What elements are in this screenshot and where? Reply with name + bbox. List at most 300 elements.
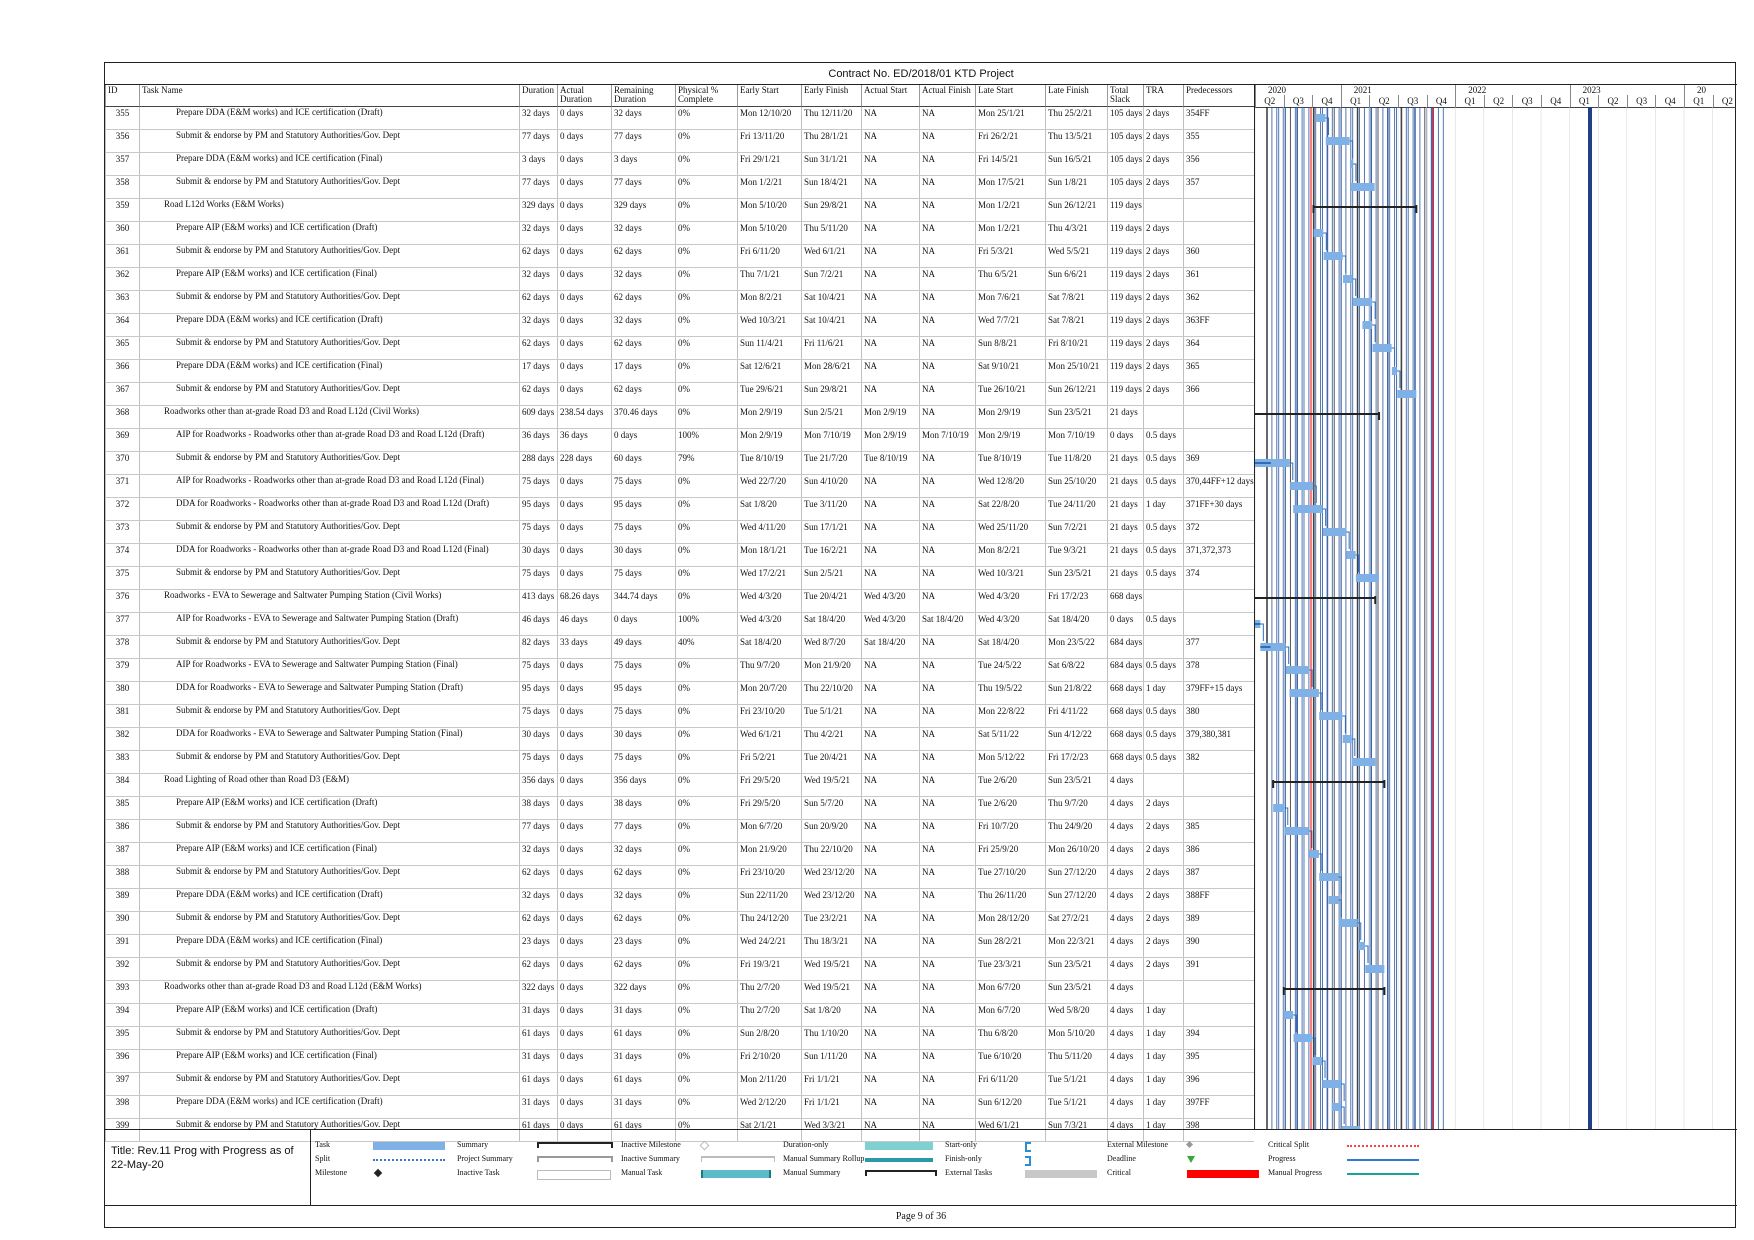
- timescale-quarter: Q4: [1312, 95, 1341, 107]
- column-header-duration: Duration: [519, 85, 557, 107]
- cell-early-finish: Sat 10/4/21: [801, 291, 861, 313]
- task-row[interactable]: [105, 728, 1254, 751]
- task-row[interactable]: [105, 337, 1254, 360]
- cell-total-slack: 21 days: [1107, 544, 1143, 566]
- cell-early-start: Tue 29/6/21: [737, 383, 801, 405]
- cell-late-finish: Sun 7/2/21: [1045, 521, 1107, 543]
- task-row[interactable]: [105, 498, 1254, 521]
- timescale-quarter: Q2: [1369, 95, 1398, 107]
- column-header-early-finish: Early Finish: [801, 85, 861, 107]
- cell-actual-finish: NA: [919, 176, 975, 198]
- task-bar: [1289, 689, 1318, 697]
- cell-late-finish: Wed 5/5/21: [1045, 245, 1107, 267]
- cell-actual-finish: Mon 7/10/19: [919, 429, 975, 451]
- cell-tra: 1 day: [1143, 1004, 1183, 1026]
- task-row[interactable]: [105, 222, 1254, 245]
- cell-early-finish: Mon 28/6/21: [801, 360, 861, 382]
- task-bar: [1397, 390, 1416, 398]
- cell-late-start: Fri 10/7/20: [975, 820, 1045, 842]
- cell-early-finish: Sun 18/4/21: [801, 176, 861, 198]
- cell-physical-complete: 0%: [675, 1096, 737, 1118]
- cell-task-name: Prepare AIP (E&M works) and ICE certification (Final): [139, 843, 519, 865]
- cell-actual-duration: 0 days: [557, 337, 611, 359]
- cell-duration: 32 days: [519, 222, 557, 244]
- cell-actual-start: Wed 4/3/20: [861, 590, 919, 612]
- cell-actual-start: NA: [861, 544, 919, 566]
- cell-tra: 0.5 days: [1143, 521, 1183, 543]
- cell-early-finish: Sun 29/8/21: [801, 383, 861, 405]
- task-bar: [1372, 344, 1391, 352]
- cell-remaining-duration: 356 days: [611, 774, 675, 796]
- task-row[interactable]: [105, 1050, 1254, 1073]
- cell-late-start: Thu 6/5/21: [975, 268, 1045, 290]
- task-row[interactable]: [105, 314, 1254, 337]
- cell-late-start: Mon 6/7/20: [975, 1004, 1045, 1026]
- task-row[interactable]: [105, 820, 1254, 843]
- task-row[interactable]: [105, 1073, 1254, 1096]
- cell-actual-duration: 228 days: [557, 452, 611, 474]
- cell-task-name: Prepare AIP (E&M works) and ICE certification (Final): [139, 1050, 519, 1072]
- cell-remaining-duration: 31 days: [611, 1004, 675, 1026]
- timescale-quarter: Q3: [1398, 95, 1427, 107]
- cell-task-name: Prepare DDA (E&M works) and ICE certification (Final): [139, 153, 519, 175]
- cell-late-finish: Tue 5/1/21: [1045, 1096, 1107, 1118]
- cell-late-start: Thu 19/5/22: [975, 682, 1045, 704]
- cell-duration: 32 days: [519, 268, 557, 290]
- task-row[interactable]: [105, 406, 1254, 429]
- task-row[interactable]: [105, 659, 1254, 682]
- cell-predecessors: 398: [1183, 1119, 1254, 1141]
- cell-late-finish: Thu 9/7/20: [1045, 797, 1107, 819]
- cell-actual-start: NA: [861, 1050, 919, 1072]
- task-row[interactable]: [105, 613, 1254, 636]
- task-table: [105, 85, 1254, 1129]
- legend-label: Manual Summary Rollup: [783, 1154, 865, 1163]
- cell-actual-finish: NA: [919, 268, 975, 290]
- cell-duration: 288 days: [519, 452, 557, 474]
- task-row[interactable]: [105, 544, 1254, 567]
- cell-duration: 31 days: [519, 1096, 557, 1118]
- cell-late-finish: Thu 24/9/20: [1045, 820, 1107, 842]
- cell-actual-duration: 0 days: [557, 268, 611, 290]
- task-row[interactable]: [105, 797, 1254, 820]
- cell-duration: 61 days: [519, 1073, 557, 1095]
- task-bar: [1353, 298, 1372, 306]
- cell-duration: 77 days: [519, 176, 557, 198]
- task-row[interactable]: [105, 889, 1254, 912]
- cell-tra: 0.5 days: [1143, 475, 1183, 497]
- cell-early-start: Mon 21/9/20: [737, 843, 801, 865]
- task-row[interactable]: [105, 1004, 1254, 1027]
- cell-actual-duration: 0 days: [557, 935, 611, 957]
- cell-remaining-duration: 62 days: [611, 866, 675, 888]
- cell-early-finish: Sun 2/5/21: [801, 567, 861, 589]
- legend-symbol-insummary: [701, 1156, 775, 1162]
- cell-task-name: Roadworks other than at-grade Road D3 and Road L12d (Civil Works): [139, 406, 519, 428]
- legend-label: Task: [315, 1140, 330, 1149]
- cell-duration: 17 days: [519, 360, 557, 382]
- cell-actual-finish: NA: [919, 935, 975, 957]
- link-arrow: [1372, 302, 1375, 319]
- cell-physical-complete: 0%: [675, 912, 737, 934]
- progress-bar: [1260, 646, 1270, 648]
- cell-duration: 38 days: [519, 797, 557, 819]
- column-header-task-name: Task Name: [139, 85, 519, 107]
- cell-id: 394: [105, 1004, 139, 1026]
- cell-predecessors: [1183, 774, 1254, 796]
- cell-task-name: Submit & endorse by PM and Statutory Authorities/Gov. Dept: [139, 452, 519, 474]
- legend-symbol-inactive: [537, 1170, 611, 1180]
- cell-id: 374: [105, 544, 139, 566]
- cell-early-finish: Thu 4/2/21: [801, 728, 861, 750]
- cell-physical-complete: 0%: [675, 1027, 737, 1049]
- cell-total-slack: 668 days: [1107, 590, 1143, 612]
- cell-early-start: Fri 5/2/21: [737, 751, 801, 773]
- task-bar: [1273, 804, 1285, 812]
- link-arrow: [1353, 279, 1356, 296]
- cell-predecessors: 390: [1183, 935, 1254, 957]
- cell-predecessors: 366: [1183, 383, 1254, 405]
- cell-late-finish: Fri 17/2/23: [1045, 590, 1107, 612]
- task-row[interactable]: [105, 843, 1254, 866]
- cell-total-slack: 21 days: [1107, 521, 1143, 543]
- cell-task-name: Roadworks other than at-grade Road D3 and Road L12d (E&M Works): [139, 981, 519, 1003]
- cell-total-slack: 4 days: [1107, 866, 1143, 888]
- task-row[interactable]: [105, 360, 1254, 383]
- task-row[interactable]: [105, 774, 1254, 797]
- cell-late-finish: Fri 8/10/21: [1045, 337, 1107, 359]
- cell-remaining-duration: 322 days: [611, 981, 675, 1003]
- cell-actual-finish: NA: [919, 843, 975, 865]
- cell-tra: [1143, 590, 1183, 612]
- cell-predecessors: [1183, 199, 1254, 221]
- task-row[interactable]: [105, 475, 1254, 498]
- cell-predecessors: [1183, 406, 1254, 428]
- task-row[interactable]: [105, 682, 1254, 705]
- legend-symbol-projsummary: [537, 1156, 613, 1162]
- cell-actual-duration: 0 days: [557, 1050, 611, 1072]
- cell-remaining-duration: 62 days: [611, 383, 675, 405]
- task-row[interactable]: [105, 199, 1254, 222]
- cell-late-start: Mon 2/9/19: [975, 429, 1045, 451]
- cell-id: 373: [105, 521, 139, 543]
- task-row[interactable]: [105, 636, 1254, 659]
- cell-tra: 0.5 days: [1143, 567, 1183, 589]
- cell-late-start: Mon 7/6/21: [975, 291, 1045, 313]
- legend-label: Duration-only: [783, 1140, 829, 1149]
- cell-id: 380: [105, 682, 139, 704]
- cell-predecessors: 371FF+30 days: [1183, 498, 1254, 520]
- task-bar: [1293, 505, 1322, 513]
- cell-late-start: Mon 8/2/21: [975, 544, 1045, 566]
- task-row[interactable]: [105, 130, 1254, 153]
- cell-tra: 2 days: [1143, 889, 1183, 911]
- cell-late-finish: Mon 5/10/20: [1045, 1027, 1107, 1049]
- cell-late-finish: Thu 5/11/20: [1045, 1050, 1107, 1072]
- cell-total-slack: 4 days: [1107, 797, 1143, 819]
- cell-task-name: Submit & endorse by PM and Statutory Authorities/Gov. Dept: [139, 820, 519, 842]
- cell-tra: 0.5 days: [1143, 544, 1183, 566]
- link-arrow: [1323, 509, 1326, 526]
- cell-actual-start: NA: [861, 176, 919, 198]
- cell-actual-start: NA: [861, 981, 919, 1003]
- cell-late-start: Tue 6/10/20: [975, 1050, 1045, 1072]
- cell-actual-finish: NA: [919, 636, 975, 658]
- cell-actual-duration: 238.54 days: [557, 406, 611, 428]
- cell-remaining-duration: 0 days: [611, 613, 675, 635]
- cell-actual-finish: NA: [919, 774, 975, 796]
- cell-late-start: Fri 5/3/21: [975, 245, 1045, 267]
- cell-early-start: Wed 4/11/20: [737, 521, 801, 543]
- task-row[interactable]: [105, 1096, 1254, 1119]
- cell-physical-complete: 0%: [675, 153, 737, 175]
- cell-early-start: Mon 12/10/20: [737, 107, 801, 129]
- cell-early-start: Wed 2/12/20: [737, 1096, 801, 1118]
- column-header-tra: TRA: [1143, 85, 1183, 107]
- cell-actual-finish: NA: [919, 475, 975, 497]
- cell-remaining-duration: 75 days: [611, 659, 675, 681]
- legend-symbol-manualprogress: [1347, 1173, 1419, 1175]
- cell-early-finish: Wed 3/3/21: [801, 1119, 861, 1141]
- cell-physical-complete: 40%: [675, 636, 737, 658]
- cell-early-start: Mon 6/7/20: [737, 820, 801, 842]
- cell-late-finish: Sat 6/8/22: [1045, 659, 1107, 681]
- task-row[interactable]: [105, 176, 1254, 199]
- cell-actual-duration: 0 days: [557, 866, 611, 888]
- cell-actual-duration: 0 days: [557, 981, 611, 1003]
- cell-id: 359: [105, 199, 139, 221]
- task-row[interactable]: [105, 705, 1254, 728]
- cell-actual-start: NA: [861, 912, 919, 934]
- cell-late-start: Mon 28/12/20: [975, 912, 1045, 934]
- task-row[interactable]: [105, 866, 1254, 889]
- cell-task-name: Submit & endorse by PM and Statutory Authorities/Gov. Dept: [139, 958, 519, 980]
- cell-early-start: Tue 8/10/19: [737, 452, 801, 474]
- cell-predecessors: 360: [1183, 245, 1254, 267]
- cell-id: 385: [105, 797, 139, 819]
- cell-late-finish: Mon 7/10/19: [1045, 429, 1107, 451]
- cell-actual-start: NA: [861, 268, 919, 290]
- cell-actual-duration: 0 days: [557, 682, 611, 704]
- task-row[interactable]: [105, 291, 1254, 314]
- timescale-quarter: Q3: [1284, 95, 1313, 107]
- legend-symbol-critsplit: [1347, 1145, 1419, 1147]
- timescale-quarter: Q3: [1627, 95, 1656, 107]
- cell-actual-start: NA: [861, 1119, 919, 1141]
- cell-actual-duration: 0 days: [557, 360, 611, 382]
- task-row[interactable]: [105, 245, 1254, 268]
- task-row[interactable]: [105, 751, 1254, 774]
- cell-task-name: AIP for Roadworks - EVA to Sewerage and Saltwater Pumping Station (Draft): [139, 613, 519, 635]
- cell-late-finish: Tue 9/3/21: [1045, 544, 1107, 566]
- cell-actual-duration: 0 days: [557, 958, 611, 980]
- cell-early-start: Mon 20/7/20: [737, 682, 801, 704]
- cell-late-finish: Sun 27/12/20: [1045, 889, 1107, 911]
- cell-late-start: Sat 22/8/20: [975, 498, 1045, 520]
- cell-remaining-duration: 23 days: [611, 935, 675, 957]
- column-header-physical-complete: Physical % Complete: [675, 85, 737, 107]
- cell-duration: 75 days: [519, 751, 557, 773]
- cell-tra: 2 days: [1143, 843, 1183, 865]
- task-row[interactable]: [105, 268, 1254, 291]
- cell-total-slack: 4 days: [1107, 1027, 1143, 1049]
- cell-remaining-duration: 370.46 days: [611, 406, 675, 428]
- cell-remaining-duration: 75 days: [611, 567, 675, 589]
- cell-late-finish: Tue 5/1/21: [1045, 1073, 1107, 1095]
- cell-task-name: Submit & endorse by PM and Statutory Authorities/Gov. Dept: [139, 1027, 519, 1049]
- timescale-year: 20: [1684, 85, 1736, 95]
- cell-late-finish: Sun 7/3/21: [1045, 1119, 1107, 1141]
- cell-task-name: Submit & endorse by PM and Statutory Authorities/Gov. Dept: [139, 567, 519, 589]
- cell-id: 364: [105, 314, 139, 336]
- cell-total-slack: 668 days: [1107, 682, 1143, 704]
- task-row[interactable]: [105, 567, 1254, 590]
- cell-id: 381: [105, 705, 139, 727]
- task-row[interactable]: [105, 153, 1254, 176]
- task-bar: [1356, 574, 1379, 582]
- task-row[interactable]: [105, 912, 1254, 935]
- cell-late-start: Mon 17/5/21: [975, 176, 1045, 198]
- progress-bar: [1255, 623, 1260, 625]
- task-row[interactable]: [105, 935, 1254, 958]
- cell-total-slack: 4 days: [1107, 981, 1143, 1003]
- task-row[interactable]: [105, 452, 1254, 475]
- cell-duration: 23 days: [519, 935, 557, 957]
- cell-task-name: Submit & endorse by PM and Statutory Authorities/Gov. Dept: [139, 866, 519, 888]
- cell-early-finish: Thu 22/10/20: [801, 843, 861, 865]
- cell-late-start: Mon 5/12/22: [975, 751, 1045, 773]
- cell-id: 370: [105, 452, 139, 474]
- gantt-bars: [1255, 107, 1736, 1129]
- cell-id: 392: [105, 958, 139, 980]
- cell-physical-complete: 0%: [675, 107, 737, 129]
- cell-late-finish: Sun 21/8/22: [1045, 682, 1107, 704]
- task-row[interactable]: [105, 590, 1254, 613]
- cell-tra: 2 days: [1143, 268, 1183, 290]
- task-row[interactable]: [105, 958, 1254, 981]
- cell-total-slack: 105 days: [1107, 107, 1143, 129]
- cell-physical-complete: 0%: [675, 176, 737, 198]
- cell-late-start: Fri 6/11/20: [975, 1073, 1045, 1095]
- cell-early-finish: Sat 18/4/20: [801, 613, 861, 635]
- cell-duration: 32 days: [519, 843, 557, 865]
- cell-actual-finish: NA: [919, 797, 975, 819]
- cell-total-slack: 4 days: [1107, 843, 1143, 865]
- cell-early-start: Thu 7/1/21: [737, 268, 801, 290]
- cell-actual-duration: 0 days: [557, 291, 611, 313]
- link-arrow: [1342, 716, 1345, 733]
- cell-late-finish: Sun 26/12/21: [1045, 199, 1107, 221]
- legend-label: External Milestone: [1107, 1140, 1169, 1149]
- cell-id: 355: [105, 107, 139, 129]
- cell-duration: 30 days: [519, 728, 557, 750]
- task-bar: [1286, 666, 1309, 674]
- legend-title: Title: Rev.11 Prog with Progress as of 22-May-20: [105, 1130, 311, 1205]
- cell-actual-finish: NA: [919, 498, 975, 520]
- cell-actual-finish: NA: [919, 728, 975, 750]
- cell-actual-duration: 0 days: [557, 199, 611, 221]
- cell-actual-duration: 0 days: [557, 820, 611, 842]
- cell-total-slack: 119 days: [1107, 383, 1143, 405]
- cell-total-slack: 668 days: [1107, 728, 1143, 750]
- cell-id: 358: [105, 176, 139, 198]
- cell-actual-duration: 0 days: [557, 705, 611, 727]
- cell-total-slack: 4 days: [1107, 958, 1143, 980]
- cell-actual-start: NA: [861, 774, 919, 796]
- cell-duration: 609 days: [519, 406, 557, 428]
- cell-early-start: Wed 4/3/20: [737, 590, 801, 612]
- timescale-quarter: Q1: [1570, 95, 1599, 107]
- cell-actual-duration: 0 days: [557, 176, 611, 198]
- cell-late-start: Wed 4/3/20: [975, 613, 1045, 635]
- link-arrow: [1260, 624, 1263, 641]
- task-row[interactable]: [105, 521, 1254, 544]
- cell-predecessors: [1183, 797, 1254, 819]
- cell-physical-complete: 0%: [675, 590, 737, 612]
- cell-tra: 2 days: [1143, 107, 1183, 129]
- cell-actual-finish: NA: [919, 820, 975, 842]
- timescale-quarter: Q4: [1427, 95, 1456, 107]
- task-row[interactable]: [105, 383, 1254, 406]
- cell-physical-complete: 0%: [675, 245, 737, 267]
- cell-actual-finish: NA: [919, 245, 975, 267]
- legend-label: Inactive Milestone: [621, 1140, 681, 1149]
- cell-early-start: Mon 5/10/20: [737, 199, 801, 221]
- column-header-id: ID: [105, 85, 139, 107]
- cell-remaining-duration: 61 days: [611, 1027, 675, 1049]
- cell-task-name: Submit & endorse by PM and Statutory Authorities/Gov. Dept: [139, 245, 519, 267]
- cell-early-finish: Tue 20/4/21: [801, 751, 861, 773]
- cell-late-finish: Thu 4/3/21: [1045, 222, 1107, 244]
- task-bar: [1323, 528, 1346, 536]
- cell-remaining-duration: 31 days: [611, 1096, 675, 1118]
- task-row[interactable]: [105, 107, 1254, 130]
- cell-id: 376: [105, 590, 139, 612]
- cell-actual-start: NA: [861, 222, 919, 244]
- timescale-quarter: Q1: [1341, 95, 1370, 107]
- task-row[interactable]: [105, 1027, 1254, 1050]
- cell-actual-start: NA: [861, 567, 919, 589]
- cell-duration: 75 days: [519, 705, 557, 727]
- task-bar: [1294, 1034, 1313, 1042]
- column-header-late-finish: Late Finish: [1045, 85, 1107, 107]
- cell-duration: 95 days: [519, 498, 557, 520]
- timescale-year: 2022: [1455, 85, 1569, 95]
- cell-predecessors: 395: [1183, 1050, 1254, 1072]
- legend-label: Progress: [1268, 1154, 1296, 1163]
- cell-early-finish: Thu 5/11/20: [801, 222, 861, 244]
- cell-physical-complete: 0%: [675, 1119, 737, 1141]
- cell-early-finish: Sun 20/9/20: [801, 820, 861, 842]
- legend-label: Inactive Task: [457, 1168, 500, 1177]
- cell-late-finish: Mon 26/10/20: [1045, 843, 1107, 865]
- cell-early-finish: Fri 1/1/21: [801, 1073, 861, 1095]
- cell-actual-start: NA: [861, 314, 919, 336]
- cell-early-finish: Sun 17/1/21: [801, 521, 861, 543]
- cell-early-finish: Thu 22/10/20: [801, 682, 861, 704]
- task-row[interactable]: [105, 429, 1254, 452]
- cell-physical-complete: 0%: [675, 797, 737, 819]
- task-row[interactable]: [105, 981, 1254, 1004]
- cell-remaining-duration: 77 days: [611, 130, 675, 152]
- cell-late-finish: Sun 23/5/21: [1045, 981, 1107, 1003]
- cell-actual-finish: NA: [919, 1073, 975, 1095]
- cell-physical-complete: 0%: [675, 1050, 737, 1072]
- cell-actual-start: NA: [861, 475, 919, 497]
- cell-total-slack: 668 days: [1107, 705, 1143, 727]
- cell-total-slack: 4 days: [1107, 774, 1143, 796]
- cell-actual-duration: 0 days: [557, 245, 611, 267]
